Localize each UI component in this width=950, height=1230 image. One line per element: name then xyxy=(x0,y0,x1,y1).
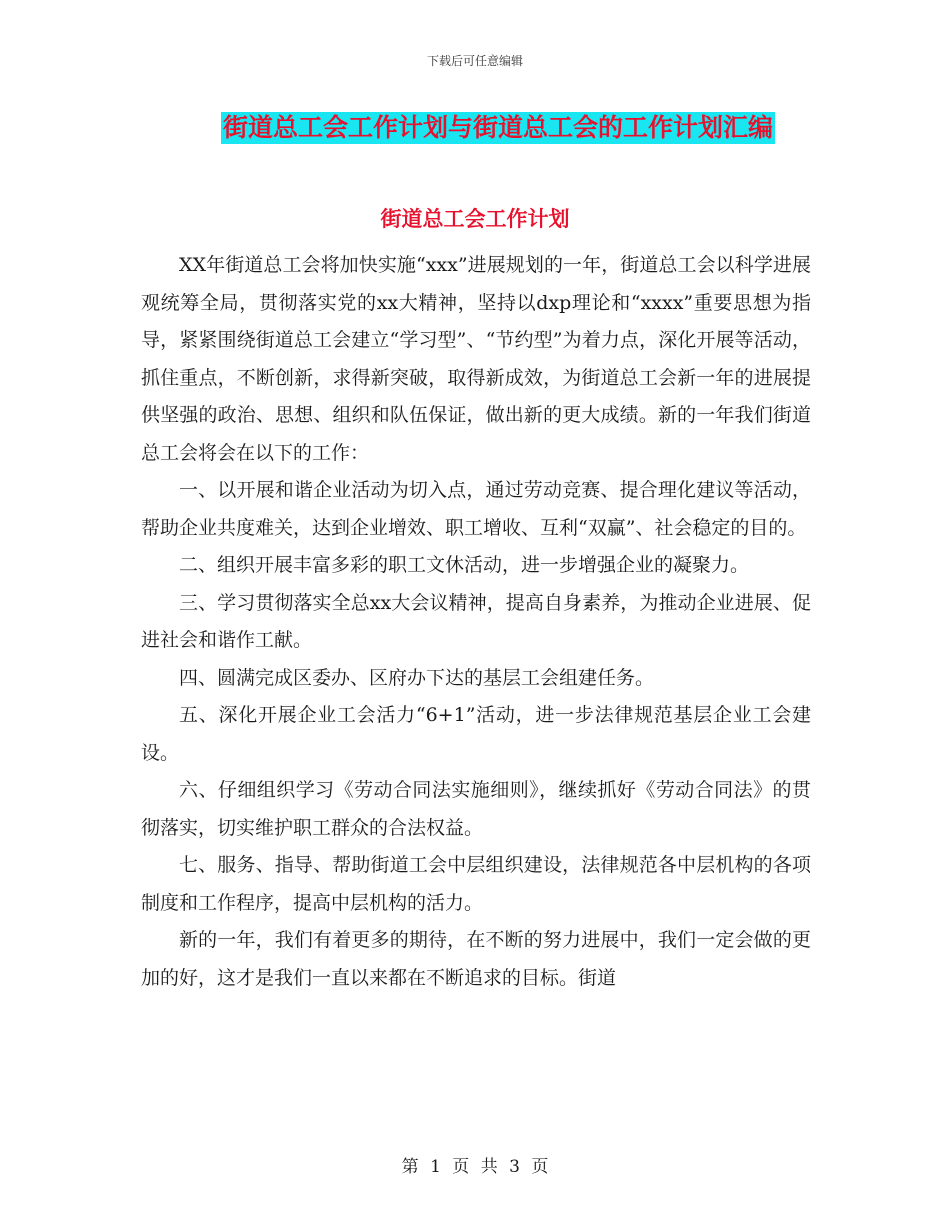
document-body xyxy=(141,247,811,997)
section-title: 街道总工会工作计划 xyxy=(380,207,570,231)
paragraph-intro: XX年街道总工会将加快实施“xxx”进展规划的一年，街道总工会以科学进展观统筹全局，贯彻落实党的xx大精神，坚持以dxp理论和“xxxx”重要思想为指导，紧紧围绕街道总工会建立“学习型”、“节约型”为着力点，深化开展等活动，抓住重点，不断创新，求得新突破，取得新成效，为街道总工会新一年的进展提供坚强的政治、思想、组织和队伍保证，做出新的更大成绩。新的一年我们街道总工会将会在以下的工作： xyxy=(141,254,811,464)
paragraph-item-6: 六、仔细组织学习《劳动合同法实施细则》，继续抓好《劳动合同法》的贯彻落实，切实维护职工群众的合法权益。 xyxy=(141,779,811,839)
header-note: 下载后可任意编辑 xyxy=(426,54,523,68)
paragraph-item-1: 一、以开展和谐企业活动为切入点，通过劳动竞赛、提合理化建议等活动，帮助企业共度难关，达到企业增效、职工增收、互利“双赢”、社会稳定的目的。 xyxy=(141,479,811,539)
paragraph-item-5: 五、深化开展企业工会活力“6+1”活动，进一步法律规范基层企业工会建设。 xyxy=(141,704,811,764)
paragraph-item-3: 三、学习贯彻落实全总xx大会议精神，提高自身素养，为推动企业进展、促进社会和谐作工献。 xyxy=(141,591,811,651)
paragraph-closing: 新的一年，我们有着更多的期待，在不断的努力进展中，我们一定会做的更加的好，这才是我们一直以来都在不断追求的目标。街道 xyxy=(141,929,811,989)
page-number-footer: 第 1 页 共 3 页 xyxy=(401,1157,549,1177)
document-title-container xyxy=(0,112,950,144)
paragraph-item-4: 四、圆满完成区委办、区府办下达的基层工会组建任务。 xyxy=(179,666,655,689)
paragraph-item-7: 七、服务、指导、帮助街道工会中层组织建设，法律规范各中层机构的各项制度和工作程序，提高中层机构的活力。 xyxy=(141,854,811,914)
document-title: 街道总工会工作计划与街道总工会的工作计划汇编 xyxy=(222,113,773,142)
paragraph-item-2: 二、组织开展丰富多彩的职工文休活动，进一步增强企业的凝聚力。 xyxy=(179,554,750,576)
